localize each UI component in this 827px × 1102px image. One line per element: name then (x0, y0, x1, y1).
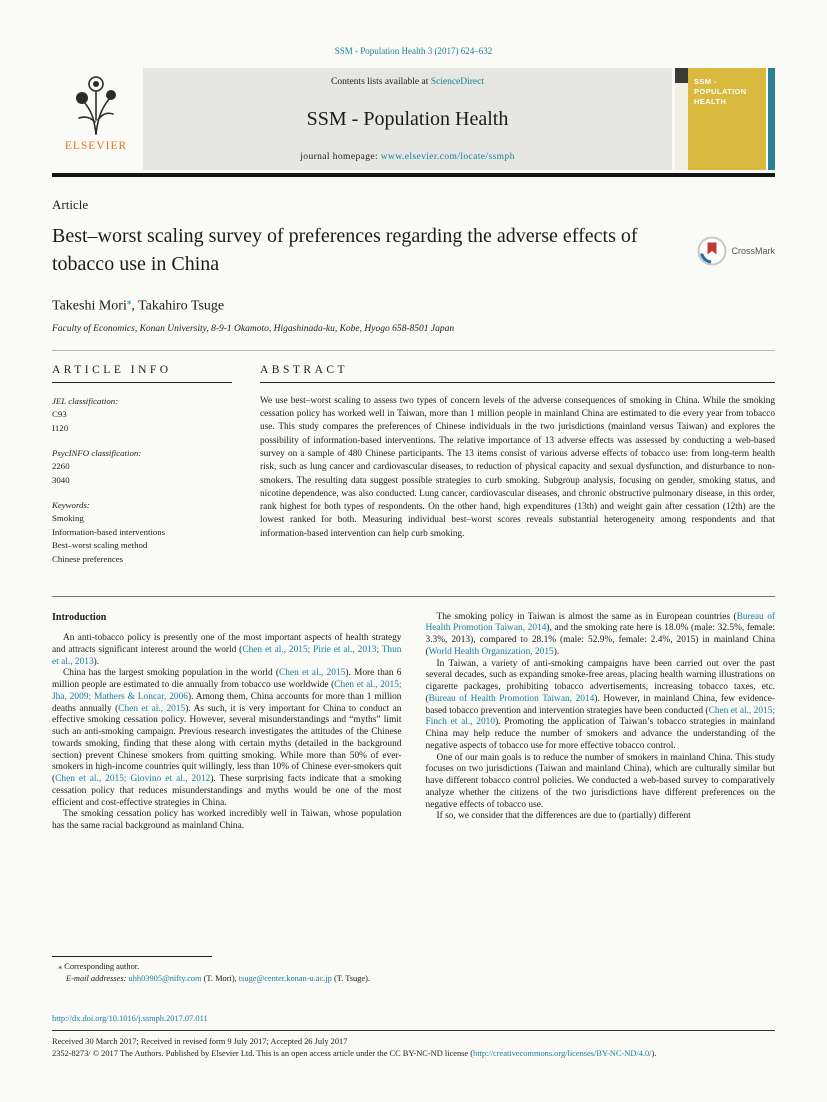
crossmark-badge[interactable] (697, 236, 775, 266)
abstract-heading: ABSTRACT (260, 363, 349, 376)
cover-title: SSM - POPULATION HEALTH (694, 77, 747, 106)
paper-title: Best–worst scaling survey of preferences regarding the adverse effects of tobacco use in China (52, 225, 638, 275)
citation-link[interactable]: Chen et al., 2015; Giovino et al., 2012 (55, 774, 211, 785)
text-segment: ). Promoting the application of Taiwan’s tobacco strategies in mainland China may help reduce the number of smokers and advance the understanding of the negative aspects of tobacco use for more effective tobacco control. (425, 717, 775, 751)
body-paragraph (52, 633, 402, 668)
body-column-left (52, 612, 402, 833)
jel-item: C93 (52, 409, 67, 420)
journal-title: SSM - Population Health (306, 108, 509, 130)
text-segment: ), and the smoking rate here is 18.0% (male: 32.5%, female: 3.3%, 2013), compared to 28.1% (male: 52.9%, female: 2.4%, 2015) in mainland China ( (425, 623, 775, 657)
citation-link[interactable]: Chen et al., 2015; Finch et al., 2010 (425, 705, 775, 728)
text-segment: ). As such, it is very important for China to conduct an effective smoking cessation policy. However, several misunderstandings and “myths” limit such an anti-smoking campaign. Previous research investigates the attitudes of the Chinese towards smoking, finding that these along with certain myths (detailed in the background section) prevent Chinese smokers from quitting smoking. While more than 50% of ever-smokers in high-income countries quit willingly, less than 10% of Chinese ever-smokers quit ( (52, 703, 402, 785)
contents-line (149, 77, 666, 87)
text-segment: In Taiwan, a variety of anti-smoking campaigns have been carried out over the past several decades, such as expanding smoke-free areas, placing health warning illustrations on cigarette packages, prohibiting tobacco advertisements, increasing tobacco taxes, etc. ( (425, 658, 775, 704)
masthead (52, 68, 775, 170)
citation-link[interactable]: Chen et al., 2015 (279, 668, 346, 679)
elsevier-wordmark: ELSEVIER (64, 140, 128, 152)
citation-link[interactable]: World Health Organization, 2015 (428, 646, 554, 657)
text-segment: An anti-tobacco policy is presently one of the most important aspects of health strategy and attracts significant interest around the world ( (52, 633, 402, 655)
masthead-rule (52, 173, 775, 177)
article-info-column (52, 364, 232, 578)
email-suffix-2: (T. Tsuge). (331, 974, 371, 984)
email-link-1[interactable]: uhh03905@nifty.com (128, 974, 202, 984)
cover-spine (675, 68, 688, 170)
body-column-right (426, 612, 776, 833)
text-segment: 2352-8273/ © 2017 The Authors. Published by Elsevier Ltd. This is an open access article under the CC BY-NC-ND license ( (52, 1048, 474, 1058)
jel-label: JEL classification: (52, 395, 119, 406)
authors (52, 296, 775, 315)
author-name-2: Takahiro Tsuge (138, 298, 225, 314)
sciencedirect-link[interactable]: ScienceDirect (430, 77, 484, 87)
author-separator: , (131, 298, 139, 314)
keywords-group (52, 499, 232, 567)
text-segment: One of our main goals is to reduce the number of smokers in mainland China. This study focuses on two jurisdictions (Taiwan and mainland China), which are culturally similar but have different tobacco control policies. We conducted a web-based survey to comparatively analyze whether the citizens of the two jurisdictions have different preferences on the negative effects of tobacco use. (425, 752, 775, 810)
text-segment: The smoking policy in Taiwan is almost the same as in European countries ( (436, 611, 737, 622)
citation-link[interactable]: Bureau of Health Promotion Taiwan, 2014 (428, 693, 595, 704)
body-columns (52, 612, 775, 833)
article-type-label: Article (52, 197, 89, 212)
text-segment: ). Among them, China accounts for more than 1 million deaths annually ( (52, 691, 402, 714)
keyword: Smoking (52, 513, 84, 524)
abstract-text: We use best–worst scaling to assess two types of concern levels of the adverse consequences of smoking in China. While the smoking cessation policy has worked well in Taiwan, more than 1 million people in mainland China are estimated to die every year from tobacco use. This study compares the preferences of Chinese individuals in the two jurisdictions (mainland versus Taiwan) and explores the possibility of information-based interventions. The relative importance of 13 adverse effects was assessed by conducting a web-based survey on a sample of 480 Chinese participants. The 13 items consist of various adverse effects of tobacco use: from long-term health risk, such as lung cancer and cardiovascular diseases, to reduction of physical capacity and sexual dysfunction, and disturbance to non-smokers. The resulting data suggest possible strategies to curb smoking. Subgroup analysis, focusing on gender, smoking status, and nicotine dependence, was also conducted. Lung cancer, cardiovascular diseases, and chronic obstructive pulmonary disease, in this order, rank highest for both types of respondents. On the other hand, high expenditures (13th) and weight gain after cessation (12th) are the lowest ranked for both. Measuring individual best–worst scores reveals substantial heterogeneity among respondents and that information-based intervention can help curb smoking. (260, 395, 775, 539)
copyright-line (52, 1048, 775, 1060)
cover-edge (768, 68, 775, 170)
body-paragraph (426, 659, 776, 753)
citation-link[interactable]: Chen et al., 2015; Jha, 2009; Mathers & Loncar, 2006 (52, 680, 402, 702)
elsevier-tree-icon (67, 72, 125, 138)
text-segment: ). (93, 656, 100, 667)
email-addresses-line (52, 973, 775, 986)
text-segment: ). (651, 1048, 657, 1058)
text-segment: ). (553, 646, 560, 657)
article-info-heading-rule (52, 364, 232, 383)
jel-item: I120 (52, 423, 69, 434)
citation-link[interactable]: Bureau of Health Promotion Taiwan, 2014 (425, 611, 775, 634)
email-suffix-1: (T. Mori), (201, 974, 239, 984)
cover-art (688, 68, 766, 170)
homepage-label: journal homepage: (300, 152, 381, 162)
text-segment: China has the largest smoking population in the world ( (63, 668, 279, 679)
info-abstract-block (52, 350, 775, 597)
keyword: Chinese preferences (52, 554, 124, 565)
title-row (52, 223, 775, 278)
psycinfo-label: PsycINFO classification: (52, 447, 142, 458)
footnote-rule (52, 956, 212, 957)
text-segment: If so, we consider that the differences are due to (partially) different (436, 811, 691, 822)
page-footer (52, 1013, 775, 1060)
abstract-column (260, 364, 775, 578)
journal-homepage-link[interactable]: www.elsevier.com/locate/ssmph (380, 152, 515, 162)
keyword: Best–worst scaling method (52, 540, 148, 551)
corresponding-author-note: ⁎ Corresponding author. (58, 961, 140, 971)
citation-link[interactable]: http://creativecommons.org/licenses/BY-NC-ND/4.0/ (473, 1048, 652, 1058)
citation-link[interactable]: Chen et al., 2015 (118, 703, 186, 714)
introduction-heading: Introduction (52, 611, 107, 623)
journal-banner (143, 68, 672, 170)
body-paragraph (52, 809, 402, 833)
received-dates: Received 30 March 2017; Received in revised form 9 July 2017; Accepted 26 July 2017 (52, 1036, 348, 1046)
corresponding-author-marker[interactable]: ⁎ (126, 296, 132, 307)
footnote (52, 956, 775, 986)
email-link-2[interactable]: tsuge@center.konan-u.ac.jp (238, 974, 332, 984)
cover-tab (675, 68, 688, 83)
jel-classification-group (52, 395, 232, 436)
journal-volume-citation[interactable]: SSM - Population Health 3 (2017) 624–632 (334, 46, 493, 56)
text-segment: The smoking cessation policy has worked incredibly well in Taiwan, whose population has the same racial background as mainland China. (52, 809, 402, 832)
author-name-1: Takeshi Mori (52, 298, 127, 314)
body-paragraph (52, 668, 402, 809)
abstract-heading-rule (260, 364, 775, 383)
text-segment: ). These surprising facts indicate that a smoking cessation policy that reduces misunderstandings and myths would be one of the most efficient and cost-effective strategies in China. (52, 774, 402, 808)
article-info-heading: ARTICLE INFO (52, 363, 172, 376)
text-segment: ). More than 6 million people are estimated to die annually from tobacco use worldwide ( (52, 668, 402, 691)
affiliation: Faculty of Economics, Konan University, 8-9-1 Okamoto, Higashinada-ku, Kobe, Hyogo 658-8501 Japan (52, 323, 455, 334)
email-label: E-mail addresses: (66, 974, 129, 984)
crossmark-icon (697, 236, 727, 266)
doi-link[interactable]: http://dx.doi.org/10.1016/j.ssmph.2017.07.011 (52, 1014, 208, 1024)
homepage-line (149, 152, 666, 162)
psycinfo-classification-group (52, 447, 232, 488)
footer-rule (52, 1030, 775, 1031)
contents-prefix: Contents lists available at (330, 77, 431, 87)
keyword: Information-based interventions (52, 526, 166, 537)
body-paragraph (426, 811, 776, 823)
psycinfo-item: 2260 (52, 461, 70, 472)
body-paragraph (426, 753, 776, 812)
journal-cover[interactable] (675, 68, 775, 170)
citation-link[interactable]: Chen et al., 2015; Pirie et al., 2013; Thun et al., 2013 (52, 644, 402, 667)
keywords-label: Keywords: (52, 499, 90, 510)
crossmark-label: CrossMark (731, 245, 775, 256)
elsevier-logo[interactable] (52, 68, 140, 170)
psycinfo-item: 3040 (52, 474, 70, 485)
body-paragraph (426, 612, 776, 659)
text-segment: ). However, in mainland China, few evidence-based tobacco prevention and intervention strategies have been conducted ( (425, 693, 775, 716)
